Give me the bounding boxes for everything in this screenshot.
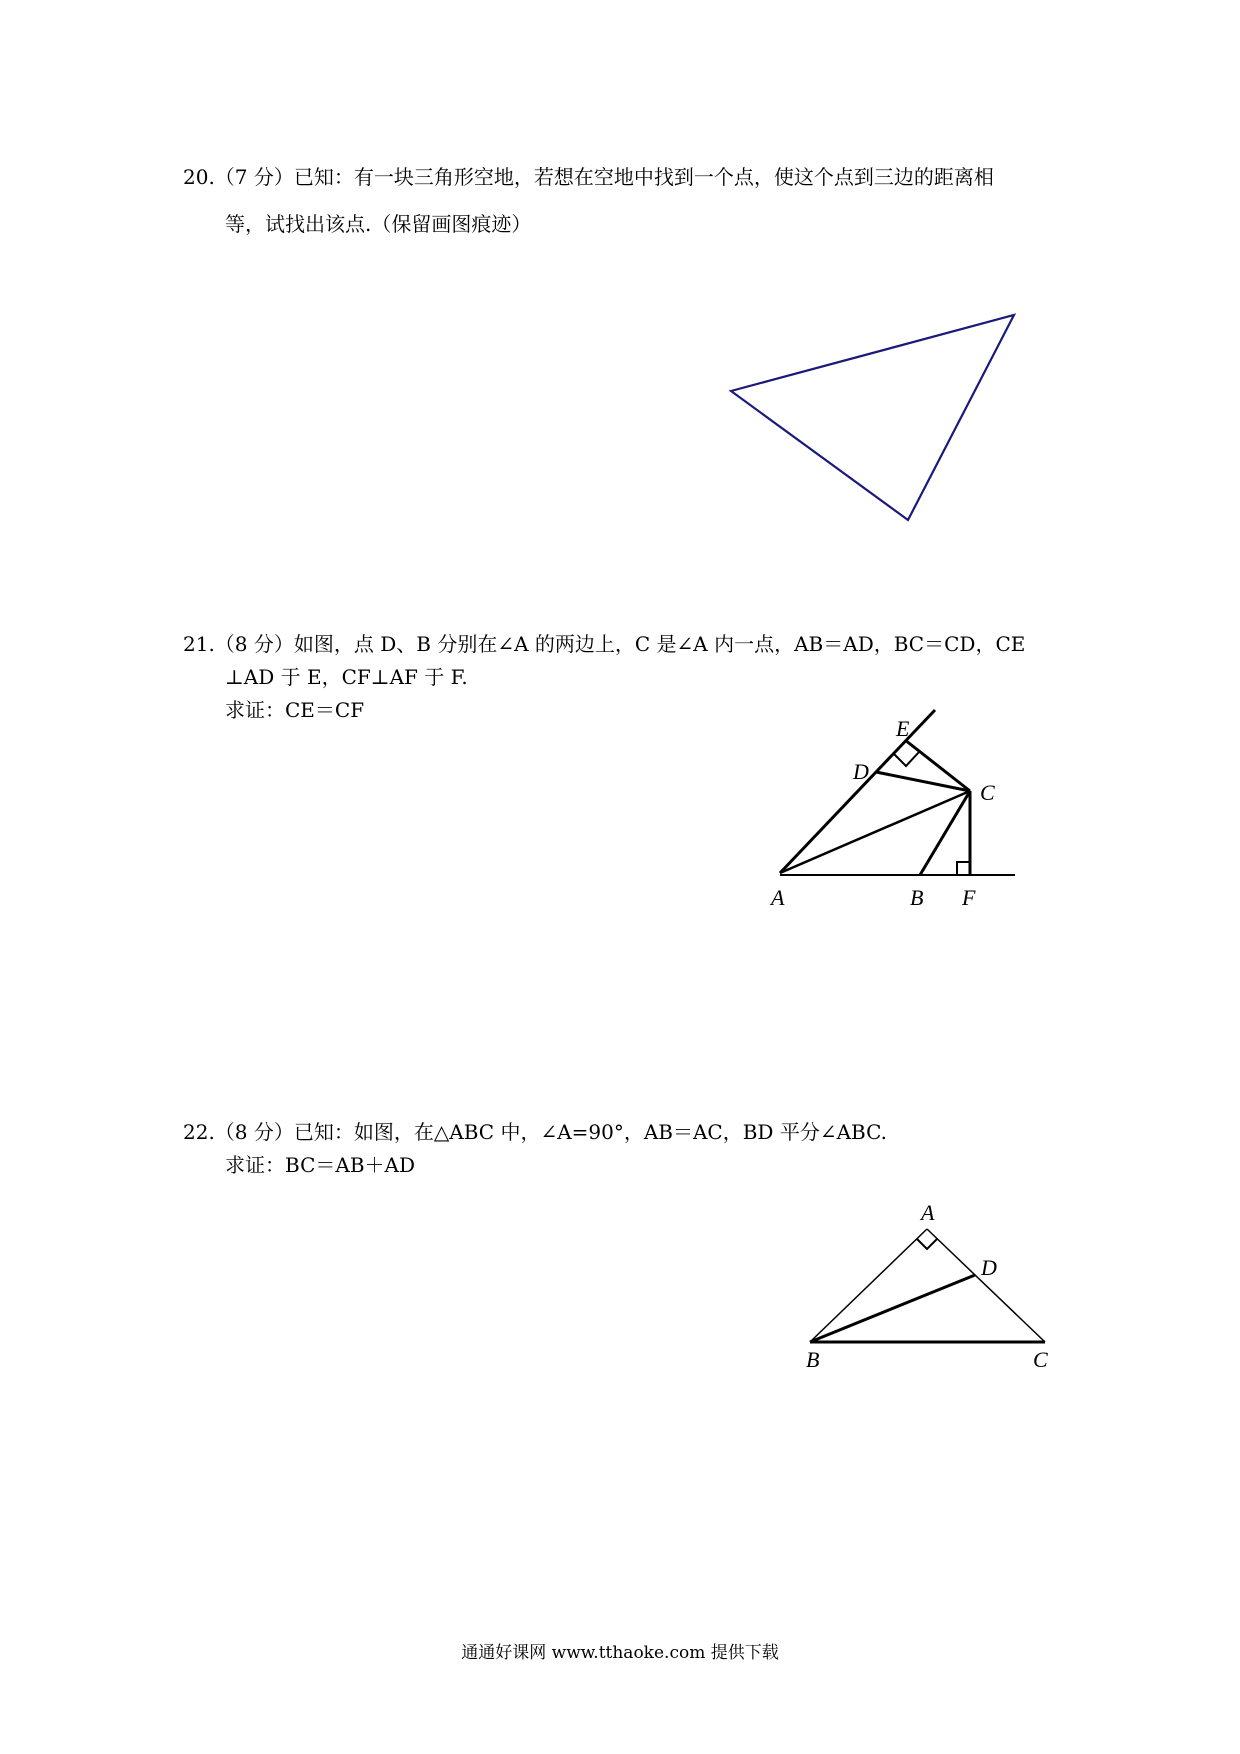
- q22-figure: [810, 1229, 1045, 1342]
- q22-line-1: 22.（8 分）已知：如图，在△ABC 中，∠A=90°，AB＝AC，BD 平分∠ABC.: [183, 1120, 888, 1144]
- q21-line-3: 求证：CE＝CF: [225, 698, 365, 722]
- q22-seg-bd: [810, 1275, 975, 1342]
- q21-label-e: E: [896, 716, 910, 741]
- q22-label-b: B: [806, 1347, 820, 1372]
- q22-right-angle-a: [917, 1239, 937, 1249]
- q22-label-c: C: [1033, 1347, 1048, 1372]
- q22-line-2: 求证：BC＝AB＋AD: [225, 1153, 415, 1177]
- q22-label-a: A: [921, 1200, 935, 1225]
- q21-label-a: A: [771, 885, 785, 910]
- q21-label-b: B: [910, 885, 924, 910]
- q21-label-c: C: [980, 780, 995, 805]
- q21-label-f: F: [962, 885, 976, 910]
- q20-line-2: 等，试找出该点.（保留画图痕迹）: [225, 212, 532, 236]
- q22-seg-ab: [810, 1229, 927, 1342]
- q22-seg-ac: [927, 1229, 1045, 1342]
- q21-line-2: ⊥AD 于 E，CF⊥AF 于 F.: [225, 665, 468, 689]
- q21-line-1: 21.（8 分）如图，点 D、B 分别在∠A 的两边上，C 是∠A 内一点，AB＝AD，BC＝CD，CE: [183, 632, 1026, 656]
- q21-label-d: D: [853, 759, 869, 784]
- q21-right-angle-f: [957, 862, 970, 875]
- q20-triangle: [731, 315, 1014, 520]
- q20-line-1: 20.（7 分）已知：有一块三角形空地，若想在空地中找到一个点，使这个点到三边的距离相: [183, 165, 994, 189]
- page-footer: 通通好课网 www.tthaoke.com 提供下载: [461, 1643, 779, 1663]
- q22-label-d: D: [981, 1255, 997, 1280]
- q21-right-angle-e: [893, 752, 919, 766]
- q21-seg-ac: [780, 791, 970, 873]
- q21-ray-ad: [780, 710, 935, 873]
